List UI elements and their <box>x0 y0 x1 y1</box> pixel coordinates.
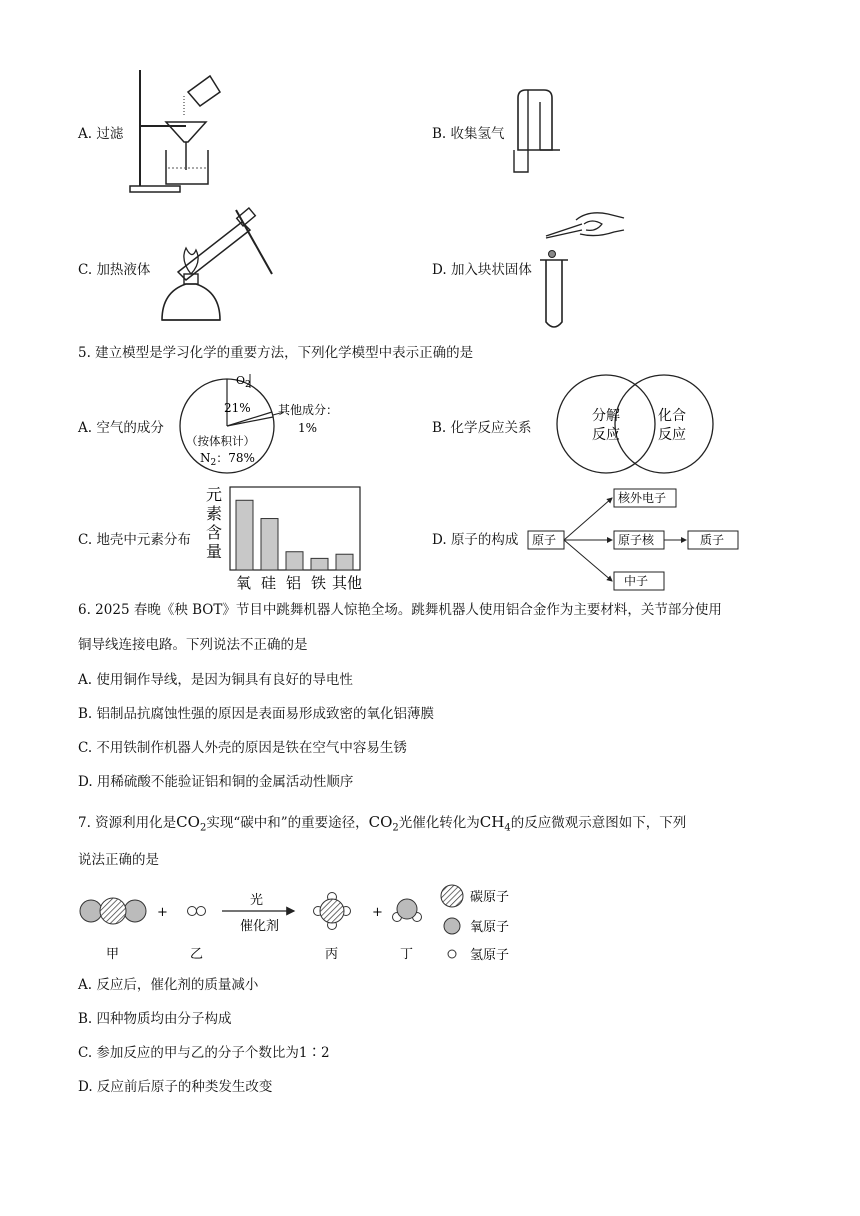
bar-category-label: 硅 <box>261 574 277 592</box>
q6-option-d: D. 用稀硫酸不能验证铝和铜的金属活动性顺序 <box>78 774 354 790</box>
q7-option-c: C. 参加反应的甲与乙的分子个数比为1∶2 <box>78 1045 330 1061</box>
atom-box-label: 原子 <box>532 533 557 547</box>
q7-option-d: D. 反应前后原子的种类发生改变 <box>78 1079 273 1095</box>
pie-n2-label: $N_2$：78% <box>200 451 255 468</box>
bar-ylabel-char: 量 <box>206 542 223 561</box>
q5-option-c: C. 地壳中元素分布 <box>78 532 191 548</box>
h2o-molecule <box>393 899 422 922</box>
pie-others-label: 其他成分： <box>278 403 339 417</box>
legend-hydrogen: 氢原子 <box>470 948 510 963</box>
crust-element-bar-chart <box>204 482 364 592</box>
bar-ylabel-char: 素 <box>206 504 223 523</box>
bar-category-label: 其他 <box>332 574 363 592</box>
legend-hydrogen-icon <box>448 950 456 958</box>
plus-sign: + <box>372 905 383 920</box>
co2-to-ch4-reaction-diagram <box>76 878 536 964</box>
reaction-venn-diagram <box>542 372 728 476</box>
gas-collection-bottle-figure <box>508 88 564 180</box>
q6-option-b: B. 铝制品抗腐蚀性强的原因是表面易形成致密的氧化铝薄膜 <box>78 706 435 722</box>
neutron-box-label: 中子 <box>624 574 649 588</box>
q4-option-a: A. 过滤 <box>78 126 124 142</box>
q4-option-c: C. 加热液体 <box>78 262 151 278</box>
condition-catalyst: 催化剂 <box>240 919 280 934</box>
bar-category-label: 铝 <box>286 574 302 592</box>
q7-stem-line1: 7. 资源利用化是$CO_2$实现“碳中和”的重要途径，$CO_2$光催化转化为$CH_4$的反应微观示意图如下，下列 <box>78 813 687 834</box>
condition-light: 光 <box>250 893 264 908</box>
proton-box-label: 质子 <box>700 533 725 547</box>
q6-option-a: A. 使用铜作导线，是因为铜具有良好的导电性 <box>78 672 353 688</box>
q4-option-d: D. 加入块状固体 <box>432 262 532 278</box>
adding-solid-figure <box>516 204 628 332</box>
venn-left-l2: 反应 <box>592 427 620 443</box>
venn-right-l2: 反应 <box>658 427 686 443</box>
bar-ylabel-char: 元 <box>206 485 223 504</box>
q5-option-a: A. 空气的成分 <box>78 420 164 436</box>
q5-stem: 5. 建立模型是学习化学的重要方法，下列化学模型中表示正确的是 <box>78 345 474 361</box>
co2-molecule <box>80 898 146 924</box>
bar-0 <box>236 500 253 570</box>
name-bing: 丙 <box>325 947 339 962</box>
q6-stem-line2: 铜导线连接电路。下列说法不正确的是 <box>78 637 308 653</box>
q7-option-b: B. 四种物质均由分子构成 <box>78 1011 232 1027</box>
pie-others-percent: 1% <box>298 421 318 435</box>
bar-category-label: 氧 <box>236 574 252 592</box>
q6-option-c: C. 不用铁制作机器人外壳的原因是铁在空气中容易生锈 <box>78 740 407 756</box>
legend-oxygen: 氧原子 <box>470 920 510 935</box>
q5-option-d: D. 原子的构成 <box>432 532 519 548</box>
bar-1 <box>261 519 278 570</box>
h2-molecule <box>188 907 206 916</box>
bar-2 <box>286 552 303 570</box>
q7-stem-line2: 说法正确的是 <box>78 852 159 868</box>
plus-sign: + <box>157 905 168 920</box>
q4-option-b: B. 收集氢气 <box>432 126 505 142</box>
bar-category-label: 铁 <box>311 574 327 592</box>
bar-3 <box>311 558 328 570</box>
q6-stem-line1: 6. 2025 春晚《秧 BOT》节目中跳舞机器人惊艳全场。跳舞机器人使用铝合金作为主要材料，关节部分使用 <box>78 602 722 618</box>
name-yi: 乙 <box>190 947 204 962</box>
nucleus-box-label: 原子核 <box>618 533 655 547</box>
electron-box-label: 核外电子 <box>618 491 667 505</box>
venn-right-l1: 化合 <box>658 408 686 424</box>
name-jia: 甲 <box>106 947 120 962</box>
venn-left-l1: 分解 <box>592 408 620 424</box>
pie-o2-percent: 21% <box>224 401 251 415</box>
q5-option-b: B. 化学反应关系 <box>432 420 532 436</box>
name-ding: 丁 <box>400 947 414 962</box>
heating-liquid-figure <box>152 202 280 334</box>
bar-4 <box>336 554 353 570</box>
legend-carbon-icon <box>441 885 463 907</box>
ch4-molecule <box>314 893 351 930</box>
legend-carbon: 碳原子 <box>470 890 510 905</box>
pie-o2-label: $O_2$ <box>236 374 251 390</box>
legend-oxygen-icon <box>444 918 460 934</box>
bar-ylabel-char: 含 <box>206 523 223 542</box>
q7-option-a: A. 反应后，催化剂的质量减小 <box>78 977 259 993</box>
filtration-apparatus-figure <box>126 66 222 198</box>
atom-structure-diagram <box>524 484 744 594</box>
air-composition-pie <box>174 370 344 480</box>
pie-note: （按体积计） <box>186 434 255 448</box>
